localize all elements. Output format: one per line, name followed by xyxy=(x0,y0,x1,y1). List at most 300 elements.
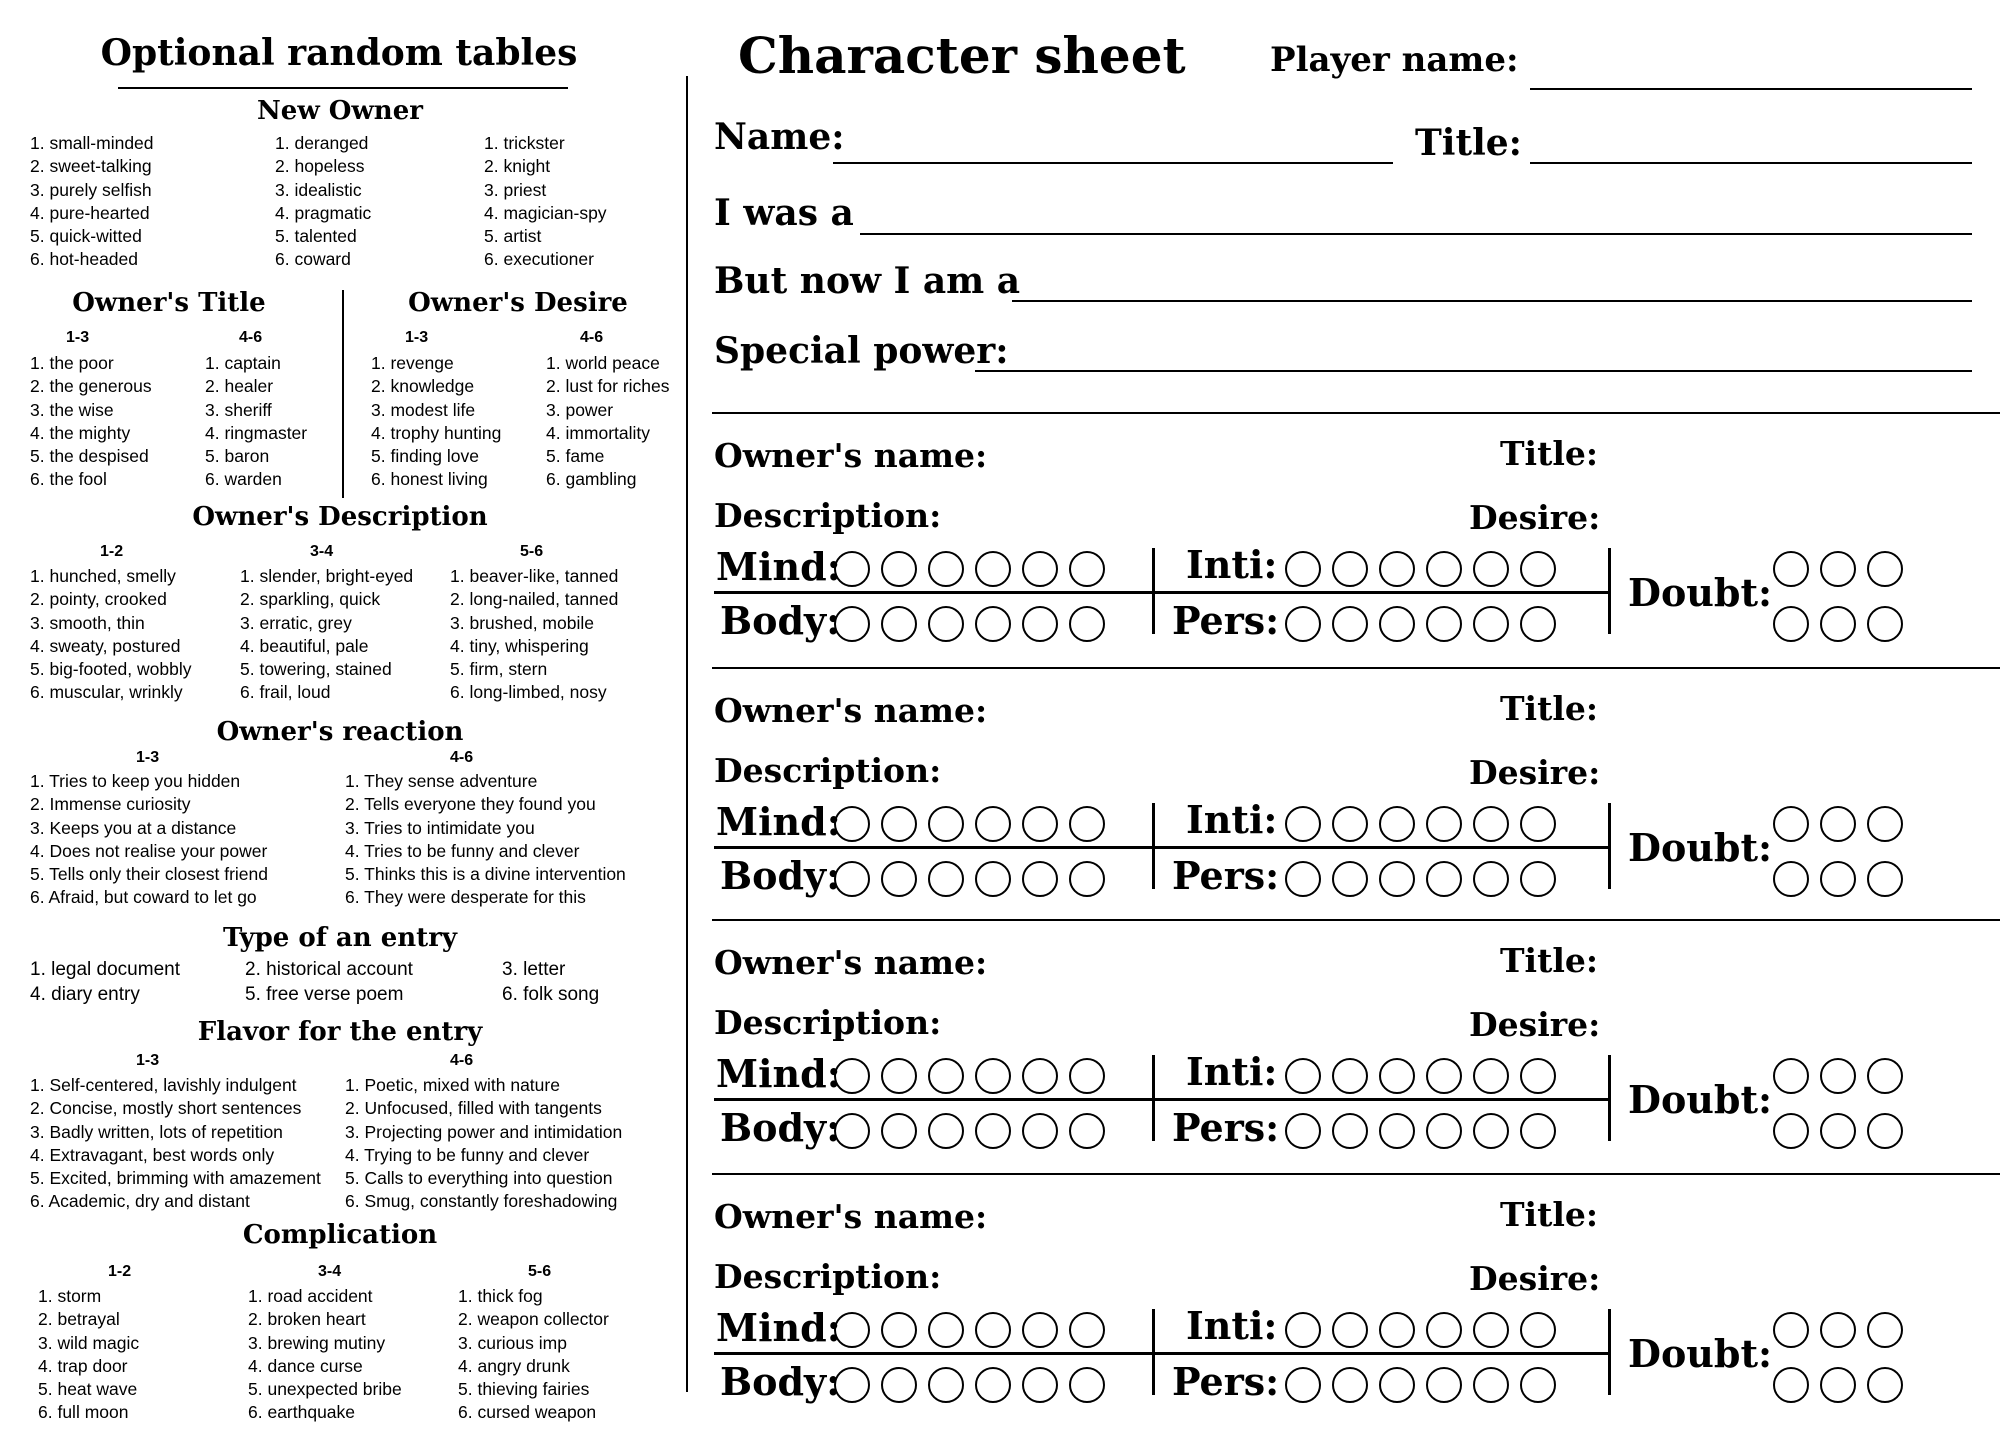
entry-type-col-1 xyxy=(30,957,180,1007)
mind-label: Mind: xyxy=(716,1305,841,1350)
name-field[interactable] xyxy=(833,162,1393,164)
body-circle[interactable] xyxy=(975,1367,1011,1403)
doubt-circle[interactable] xyxy=(1820,1113,1856,1149)
table-entry: 4. Trying to be funny and clever xyxy=(345,1144,590,1165)
doubt-circle[interactable] xyxy=(1773,606,1809,642)
table-entry: 3. sheriff xyxy=(205,399,272,420)
mind-circle[interactable] xyxy=(1022,551,1058,587)
inti-circle[interactable] xyxy=(1520,1312,1556,1348)
table-entry: 2. weapon collector xyxy=(458,1309,609,1330)
stat-row-divider xyxy=(714,591,1608,594)
doubt-circle[interactable] xyxy=(1867,1367,1903,1403)
mind-track xyxy=(834,806,1105,842)
doubt-circle[interactable] xyxy=(1773,1058,1809,1094)
new-owner-col-3 xyxy=(484,132,607,272)
table-entry: 1. world peace xyxy=(546,353,660,373)
pers-track xyxy=(1285,606,1556,642)
table-entry: 5. finding love xyxy=(371,446,479,467)
pers-circle[interactable] xyxy=(1379,606,1415,642)
body-circle[interactable] xyxy=(1069,1113,1105,1149)
table-entry: 5. unexpected bribe xyxy=(248,1379,402,1400)
pers-circle[interactable] xyxy=(1332,1113,1368,1149)
owner-desire-range-2: 4-6 xyxy=(580,329,604,346)
mind-circle[interactable] xyxy=(1069,1312,1105,1348)
doubt-label: Doubt: xyxy=(1628,570,1773,615)
table-entry: 1. beaver-like, tanned xyxy=(450,566,619,586)
inti-track xyxy=(1285,806,1556,842)
table-entry: 1. deranged xyxy=(275,133,369,153)
owner-desire-label: Desire: xyxy=(1469,1005,1601,1044)
mind-circle[interactable] xyxy=(881,551,917,587)
inti-circle[interactable] xyxy=(1426,806,1462,842)
inti-circle[interactable] xyxy=(1473,806,1509,842)
inti-doubt-divider xyxy=(1608,803,1611,889)
body-circle[interactable] xyxy=(1069,1367,1105,1403)
complication-range-2: 3-4 xyxy=(318,1263,342,1280)
inti-circle[interactable] xyxy=(1285,806,1321,842)
owner-desire-col-1 xyxy=(371,352,501,492)
pers-label: Pers: xyxy=(1172,853,1280,898)
mind-circle[interactable] xyxy=(1069,806,1105,842)
owner-name-label: Owner's name: xyxy=(714,1197,988,1236)
i-was-label: I was a xyxy=(714,192,854,234)
owner-reaction-col-1 xyxy=(30,770,268,910)
body-circle[interactable] xyxy=(1069,861,1105,897)
table-entry: 4. sweaty, postured xyxy=(30,635,181,656)
inti-circle[interactable] xyxy=(1520,1058,1556,1094)
doubt-track-bottom xyxy=(1773,861,1903,897)
doubt-label: Doubt: xyxy=(1628,1331,1773,1376)
owner-card xyxy=(712,412,2000,662)
pers-circle[interactable] xyxy=(1379,1367,1415,1403)
table-entry: 2. betrayal xyxy=(38,1309,120,1330)
pers-circle[interactable] xyxy=(1473,1367,1509,1403)
table-entry: 5. heat wave xyxy=(38,1379,138,1400)
inti-track xyxy=(1285,1312,1556,1348)
mind-circle[interactable] xyxy=(1022,1312,1058,1348)
inti-circle[interactable] xyxy=(1473,1312,1509,1348)
table-entry: 5. baron xyxy=(205,446,270,467)
pers-circle[interactable] xyxy=(1332,606,1368,642)
pers-circle[interactable] xyxy=(1473,1113,1509,1149)
stat-row-divider xyxy=(714,1352,1608,1355)
table-entry: 4. tiny, whispering xyxy=(450,635,589,656)
owner-description-col-2 xyxy=(240,565,413,705)
body-circle[interactable] xyxy=(881,861,917,897)
owner-name-label: Owner's name: xyxy=(714,943,988,982)
table-entry: 6. long-limbed, nosy xyxy=(450,682,607,703)
mind-circle[interactable] xyxy=(1022,806,1058,842)
owner-title-range-1: 1-3 xyxy=(66,329,90,346)
inti-label: Inti: xyxy=(1186,542,1278,587)
pers-circle[interactable] xyxy=(1285,606,1321,642)
doubt-circle[interactable] xyxy=(1773,1312,1809,1348)
owner-description-range-2: 3-4 xyxy=(310,543,334,560)
table-entry: 5. the despised xyxy=(30,446,149,467)
pers-track xyxy=(1285,1113,1556,1149)
table-entry: 6. hot-headed xyxy=(30,249,139,270)
owner-reaction-range-1: 1-3 xyxy=(136,749,160,766)
pers-circle[interactable] xyxy=(1285,861,1321,897)
table-entry: 5. artist xyxy=(484,226,542,247)
inti-circle[interactable] xyxy=(1332,1058,1368,1094)
table-entry: 3. brewing mutiny xyxy=(248,1332,386,1353)
doubt-circle[interactable] xyxy=(1820,861,1856,897)
owner-name-label: Owner's name: xyxy=(714,436,988,475)
mind-circle[interactable] xyxy=(1069,551,1105,587)
mind-label: Mind: xyxy=(716,544,841,589)
mind-circle[interactable] xyxy=(928,1058,964,1094)
mind-circle[interactable] xyxy=(975,806,1011,842)
mind-circle[interactable] xyxy=(881,1312,917,1348)
body-track xyxy=(834,861,1105,897)
doubt-circle[interactable] xyxy=(1820,1058,1856,1094)
table-entry: 4. trophy hunting xyxy=(371,422,502,443)
pers-label: Pers: xyxy=(1172,1359,1280,1404)
table-entry: 4. pure-hearted xyxy=(30,202,150,223)
table-entry: 1. They sense adventure xyxy=(345,771,538,791)
body-circle[interactable] xyxy=(834,1367,870,1403)
owner-reaction-range-2: 4-6 xyxy=(450,749,474,766)
special-power-label: Special power: xyxy=(714,330,1009,372)
table-entry: 4. Extravagant, best words only xyxy=(30,1144,275,1165)
table-entry: 6. muscular, wrinkly xyxy=(30,682,183,703)
entry-flavor-range-1: 1-3 xyxy=(136,1052,160,1069)
title-field[interactable] xyxy=(1530,162,1972,164)
inti-circle[interactable] xyxy=(1473,1058,1509,1094)
table-entry: 5. Thinks this is a divine intervention xyxy=(345,864,626,885)
pers-circle[interactable] xyxy=(1426,606,1462,642)
inti-doubt-divider xyxy=(1608,1055,1611,1141)
body-circle[interactable] xyxy=(928,861,964,897)
doubt-circle[interactable] xyxy=(1867,606,1903,642)
pers-circle[interactable] xyxy=(1285,1113,1321,1149)
pers-circle[interactable] xyxy=(1520,606,1556,642)
table-entry: 1. storm xyxy=(38,1286,102,1306)
doubt-circle[interactable] xyxy=(1867,1312,1903,1348)
owner-title-heading: Owner's Title xyxy=(72,288,266,318)
doubt-circle[interactable] xyxy=(1820,606,1856,642)
inti-circle[interactable] xyxy=(1379,1058,1415,1094)
mind-track xyxy=(834,551,1105,587)
inti-label: Inti: xyxy=(1186,1303,1278,1348)
body-circle[interactable] xyxy=(928,1367,964,1403)
body-circle[interactable] xyxy=(975,606,1011,642)
inti-circle[interactable] xyxy=(1379,806,1415,842)
body-circle[interactable] xyxy=(928,606,964,642)
doubt-circle[interactable] xyxy=(1820,1367,1856,1403)
table-entry: 3. Keeps you at a distance xyxy=(30,817,237,838)
special-power-field[interactable] xyxy=(975,370,1972,372)
table-entry: 6. executioner xyxy=(484,249,594,270)
body-circle[interactable] xyxy=(881,1113,917,1149)
doubt-circle[interactable] xyxy=(1867,1113,1903,1149)
pers-circle[interactable] xyxy=(1473,861,1509,897)
doubt-circle[interactable] xyxy=(1820,806,1856,842)
table-entry: 6. honest living xyxy=(371,469,488,490)
body-circle[interactable] xyxy=(1022,606,1058,642)
table-entry: 2. knight xyxy=(484,156,551,177)
complication-heading: Complication xyxy=(242,1220,438,1250)
doubt-track-bottom xyxy=(1773,1367,1903,1403)
inti-circle[interactable] xyxy=(1473,551,1509,587)
table-entry: 6. the fool xyxy=(30,469,107,490)
pers-circle[interactable] xyxy=(1520,861,1556,897)
doubt-circle[interactable] xyxy=(1773,806,1809,842)
table-entry: 2. the generous xyxy=(30,376,152,397)
body-circle[interactable] xyxy=(975,861,1011,897)
doubt-circle[interactable] xyxy=(1773,1113,1809,1149)
stat-row-divider xyxy=(714,1098,1608,1101)
entry-flavor-range-2: 4-6 xyxy=(450,1052,474,1069)
table-entry: 2. Unfocused, filled with tangents xyxy=(345,1098,602,1119)
pers-circle[interactable] xyxy=(1426,1113,1462,1149)
doubt-circle[interactable] xyxy=(1820,1312,1856,1348)
inti-circle[interactable] xyxy=(1379,1312,1415,1348)
body-circle[interactable] xyxy=(881,1367,917,1403)
body-circle[interactable] xyxy=(1022,1367,1058,1403)
body-circle[interactable] xyxy=(881,606,917,642)
mind-circle[interactable] xyxy=(834,1312,870,1348)
mind-circle[interactable] xyxy=(975,1058,1011,1094)
owner-description-col-1 xyxy=(30,565,192,705)
table-entry: 4. ringmaster xyxy=(205,422,308,443)
table-entry: 6. Afraid, but coward to let go xyxy=(30,887,257,908)
table-entry: 2. Immense curiosity xyxy=(30,794,191,815)
table-entry: 2. pointy, crooked xyxy=(30,589,167,610)
inti-doubt-divider xyxy=(1608,1309,1611,1395)
owner-title-range-2: 4-6 xyxy=(239,329,263,346)
table-entry: 5. firm, stern xyxy=(450,659,548,680)
owner-description-label: Description: xyxy=(714,1003,942,1042)
entry-type-col-2 xyxy=(245,957,413,1007)
owner-title-label: Title: xyxy=(1500,689,1599,728)
inti-track xyxy=(1285,1058,1556,1094)
table-entry: 5. talented xyxy=(275,226,357,247)
table-entry: 2. hopeless xyxy=(275,156,365,177)
table-entry: 6. gambling xyxy=(546,469,637,490)
inti-circle[interactable] xyxy=(1332,1312,1368,1348)
mind-circle[interactable] xyxy=(881,1058,917,1094)
owner-description-range-1: 1-2 xyxy=(100,543,124,560)
random-tables-title: Optional random tables xyxy=(100,32,578,74)
owner-card-top-rule xyxy=(712,412,2000,414)
owner-description-label: Description: xyxy=(714,496,942,535)
mind-circle[interactable] xyxy=(928,551,964,587)
inti-label: Inti: xyxy=(1186,797,1278,842)
inti-circle[interactable] xyxy=(1285,551,1321,587)
inti-circle[interactable] xyxy=(1285,1312,1321,1348)
table-entry: 5. thieving fairies xyxy=(458,1379,590,1400)
owner-description-label: Description: xyxy=(714,751,942,790)
mind-circle[interactable] xyxy=(1069,1058,1105,1094)
owner-card xyxy=(712,1173,2000,1423)
doubt-circle[interactable] xyxy=(1867,551,1903,587)
doubt-track-top xyxy=(1773,551,1903,587)
entry-type-heading: Type of an entry xyxy=(222,923,457,953)
table-entry: 6. They were desperate for this xyxy=(345,887,586,908)
inti-circle[interactable] xyxy=(1426,1312,1462,1348)
inti-circle[interactable] xyxy=(1520,551,1556,587)
body-label: Body: xyxy=(720,598,841,643)
complication-col-1 xyxy=(38,1285,139,1425)
mind-circle[interactable] xyxy=(834,551,870,587)
table-entry: 6. Smug, constantly foreshadowing xyxy=(345,1191,618,1212)
table-entry: 2. healer xyxy=(205,376,274,397)
pers-label: Pers: xyxy=(1172,1105,1280,1150)
but-now-field[interactable] xyxy=(1012,300,1972,302)
body-label: Body: xyxy=(720,1359,841,1404)
table-entry: 3. brushed, mobile xyxy=(450,612,594,633)
entry-flavor-col-2 xyxy=(345,1074,622,1214)
table-entry: 1. trickster xyxy=(484,133,565,153)
doubt-circle[interactable] xyxy=(1867,1058,1903,1094)
inti-circle[interactable] xyxy=(1426,551,1462,587)
table-entry: 2. sweet-talking xyxy=(30,156,152,177)
owner-card-top-rule xyxy=(712,1173,2000,1175)
body-circle[interactable] xyxy=(834,861,870,897)
doubt-track-top xyxy=(1773,806,1903,842)
owner-desire-col-2 xyxy=(546,352,670,492)
doubt-circle[interactable] xyxy=(1867,861,1903,897)
mind-circle[interactable] xyxy=(881,806,917,842)
table-entry: 1. Self-centered, lavishly indulgent xyxy=(30,1075,297,1095)
body-label: Body: xyxy=(720,853,841,898)
new-owner-heading: New Owner xyxy=(257,96,423,126)
panel-divider xyxy=(686,76,688,1392)
owner-card-top-rule xyxy=(712,919,2000,921)
table-entry: 2. long-nailed, tanned xyxy=(450,589,619,610)
table-entry: 3. curious imp xyxy=(458,1332,567,1353)
inti-circle[interactable] xyxy=(1285,1058,1321,1094)
inti-circle[interactable] xyxy=(1332,806,1368,842)
entry-type-col-3 xyxy=(502,957,599,1007)
body-circle[interactable] xyxy=(834,606,870,642)
owner-description-label: Description: xyxy=(714,1257,942,1296)
doubt-track-bottom xyxy=(1773,1113,1903,1149)
table-entry: 1. small-minded xyxy=(30,133,154,153)
pers-circle[interactable] xyxy=(1473,606,1509,642)
inti-label: Inti: xyxy=(1186,1049,1278,1094)
complication-col-3 xyxy=(458,1285,609,1425)
complication-col-2 xyxy=(248,1285,402,1425)
owner-desire-range-1: 1-3 xyxy=(405,329,429,346)
body-circle[interactable] xyxy=(975,1113,1011,1149)
table-entry: 1. road accident xyxy=(248,1286,373,1306)
table-entry: 4. diary entry xyxy=(30,984,140,1005)
owner-title-label: Title: xyxy=(1500,434,1599,473)
owner-description-range-3: 5-6 xyxy=(520,543,544,560)
pers-circle[interactable] xyxy=(1426,1367,1462,1403)
mind-circle[interactable] xyxy=(834,806,870,842)
owner-desire-label: Desire: xyxy=(1469,1259,1601,1298)
pers-circle[interactable] xyxy=(1520,1113,1556,1149)
body-circle[interactable] xyxy=(1022,861,1058,897)
inti-circle[interactable] xyxy=(1520,806,1556,842)
i-was-field[interactable] xyxy=(860,233,1972,235)
player-name-label: Player name: xyxy=(1270,40,1519,80)
complication-range-3: 5-6 xyxy=(528,1263,552,1280)
character-sheet-title: Character sheet xyxy=(738,26,1186,85)
body-track xyxy=(834,606,1105,642)
table-entry: 4. immortality xyxy=(546,422,651,443)
table-entry: 5. Excited, brimming with amazement xyxy=(30,1168,321,1189)
doubt-circle[interactable] xyxy=(1773,861,1809,897)
pers-circle[interactable] xyxy=(1379,1113,1415,1149)
table-entry: 3. Projecting power and intimidation xyxy=(345,1121,623,1142)
doubt-label: Doubt: xyxy=(1628,825,1773,870)
body-circle[interactable] xyxy=(928,1113,964,1149)
doubt-circle[interactable] xyxy=(1867,806,1903,842)
mind-circle[interactable] xyxy=(1022,1058,1058,1094)
inti-track xyxy=(1285,551,1556,587)
pers-circle[interactable] xyxy=(1332,1367,1368,1403)
player-name-field[interactable] xyxy=(1530,88,1972,90)
title-underline xyxy=(118,87,568,89)
body-circle[interactable] xyxy=(834,1113,870,1149)
table-entry: 2. historical account xyxy=(245,959,413,980)
doubt-track-top xyxy=(1773,1312,1903,1348)
table-entry: 1. hunched, smelly xyxy=(30,566,176,586)
title-desire-divider xyxy=(342,290,344,498)
mind-circle[interactable] xyxy=(975,551,1011,587)
table-entry: 1. legal document xyxy=(30,959,180,980)
doubt-circle[interactable] xyxy=(1773,551,1809,587)
mind-track xyxy=(834,1058,1105,1094)
owner-reaction-heading: Owner's reaction xyxy=(216,717,464,747)
owner-title-col-2 xyxy=(205,352,307,492)
inti-doubt-divider xyxy=(1608,548,1611,634)
table-entry: 1. thick fog xyxy=(458,1286,543,1306)
table-entry: 1. captain xyxy=(205,353,281,373)
body-circle[interactable] xyxy=(1022,1113,1058,1149)
owner-card xyxy=(712,919,2000,1169)
table-entry: 2. Concise, mostly short sentences xyxy=(30,1098,302,1119)
entry-flavor-heading: Flavor for the entry xyxy=(197,1017,483,1047)
inti-circle[interactable] xyxy=(1379,551,1415,587)
mind-circle[interactable] xyxy=(928,806,964,842)
table-entry: 4. beautiful, pale xyxy=(240,635,369,656)
owner-description-col-3 xyxy=(450,565,618,705)
body-circle[interactable] xyxy=(1069,606,1105,642)
table-entry: 1. the poor xyxy=(30,353,114,373)
pers-circle[interactable] xyxy=(1285,1367,1321,1403)
pers-circle[interactable] xyxy=(1332,861,1368,897)
pers-circle[interactable] xyxy=(1426,861,1462,897)
table-entry: 3. idealistic xyxy=(275,179,362,200)
mind-circle[interactable] xyxy=(834,1058,870,1094)
table-entry: 6. earthquake xyxy=(248,1402,356,1423)
table-entry: 6. frail, loud xyxy=(240,682,331,703)
doubt-circle[interactable] xyxy=(1773,1367,1809,1403)
table-entry: 6. warden xyxy=(205,469,282,490)
pers-circle[interactable] xyxy=(1379,861,1415,897)
inti-circle[interactable] xyxy=(1332,551,1368,587)
owner-reaction-col-2 xyxy=(345,770,626,910)
body-track xyxy=(834,1367,1105,1403)
owner-desire-heading: Owner's Desire xyxy=(408,288,628,318)
mind-circle[interactable] xyxy=(975,1312,1011,1348)
pers-circle[interactable] xyxy=(1520,1367,1556,1403)
table-entry: 4. dance curse xyxy=(248,1355,363,1376)
table-entry: 6. cursed weapon xyxy=(458,1402,597,1423)
inti-circle[interactable] xyxy=(1426,1058,1462,1094)
table-entry: 2. broken heart xyxy=(248,1309,366,1330)
owner-title-label: Title: xyxy=(1500,941,1599,980)
table-entry: 6. folk song xyxy=(502,984,600,1005)
doubt-circle[interactable] xyxy=(1820,551,1856,587)
mind-circle[interactable] xyxy=(928,1312,964,1348)
